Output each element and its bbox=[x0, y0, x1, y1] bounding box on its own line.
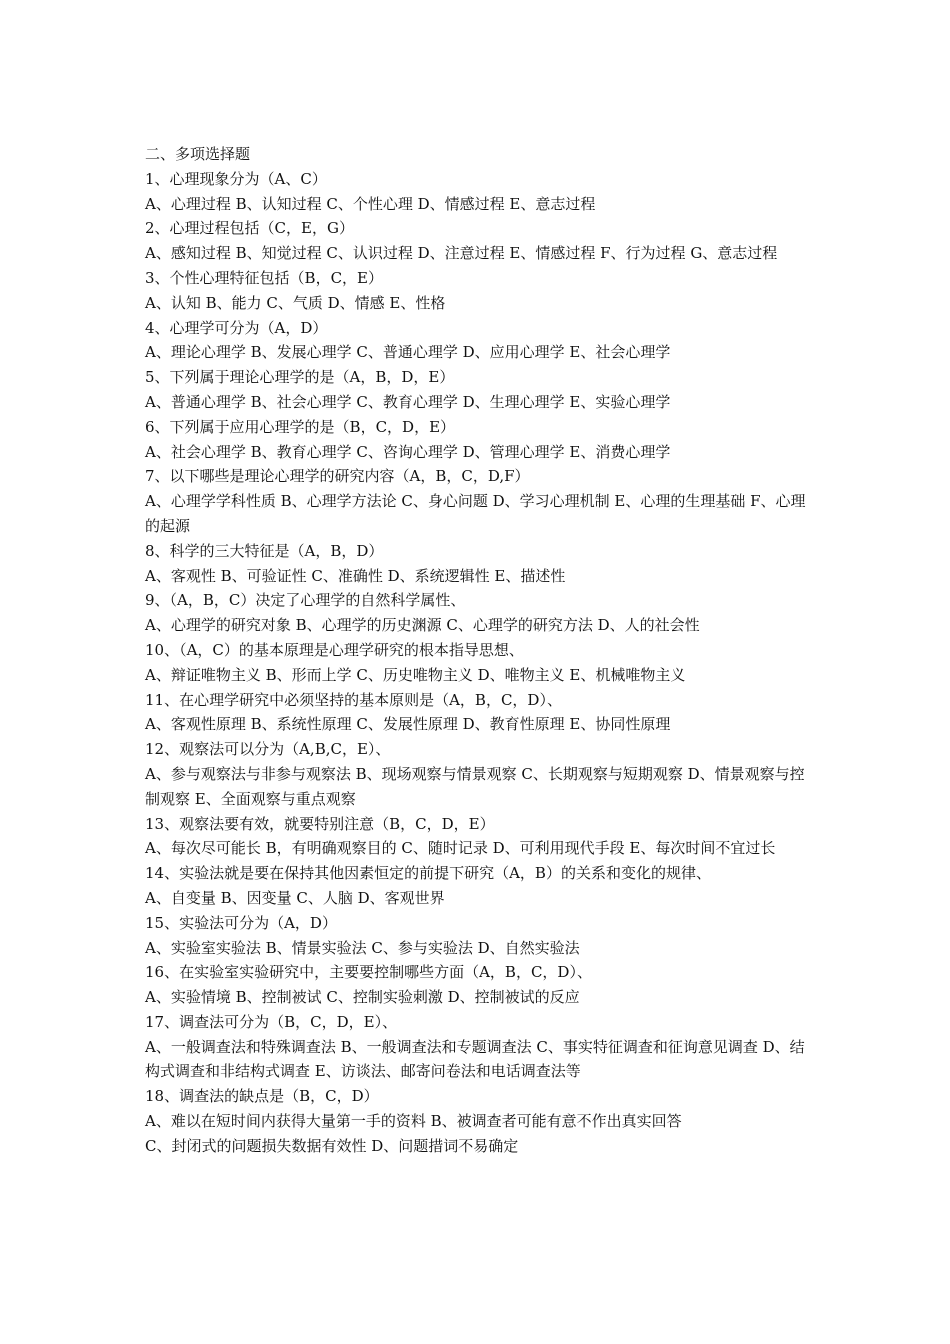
question-stem: 3、个性心理特征包括（B，C，E） bbox=[145, 268, 383, 287]
answer-options: A、实验室实验法 B、情景实验法 C、参与实验法 D、自然实验法 bbox=[145, 938, 580, 957]
question-stem: 11、在心理学研究中必须坚持的基本原则是（A，B，C，D）、 bbox=[145, 690, 562, 709]
answer-options: A、社会心理学 B、教育心理学 C、咨询心理学 D、管理心理学 E、消费心理学 bbox=[145, 442, 671, 461]
answer-options: A、难以在短时间内获得大量第一手的资料 B、被调查者可能有意不作出真实回答 bbox=[145, 1112, 682, 1131]
answer-options: A、辩证唯物主义 B、形而上学 C、历史唯物主义 D、唯物主义 E、机械唯物主义 bbox=[145, 665, 686, 684]
question-stem: 4、心理学可分为（A，D） bbox=[145, 318, 328, 337]
answer-options: A、客观性原理 B、系统性原理 C、发展性原理 D、教育性原理 E、协同性原理 bbox=[145, 715, 671, 734]
answer-options: A、一般调查法和特殊调查法 B、一般调查法和专题调查法 C、事实特征调查和征询意见调查 D、结构式调查和非结构式调查 E、访谈法、邮寄问卷法和电话调查法等 bbox=[145, 1037, 805, 1081]
answer-options: A、认知 B、能力 C、气质 D、情感 E、性格 bbox=[145, 293, 446, 312]
question-stem: 7、以下哪些是理论心理学的研究内容（A，B，C，D,F） bbox=[145, 467, 530, 486]
answer-options: A、心理学的研究对象 B、心理学的历史渊源 C、心理学的研究方法 D、人的社会性 bbox=[145, 616, 700, 635]
answer-options: A、自变量 B、因变量 C、人脑 D、客观世界 bbox=[145, 888, 445, 907]
answer-options: A、参与观察法与非参与观察法 B、现场观察与情景观察 C、长期观察与短期观察 D、情景观察与控制观察 E、全面观察与重点观察 bbox=[145, 764, 805, 808]
document-body bbox=[145, 142, 810, 1159]
answer-options: A、心理过程 B、认知过程 C、个性心理 D、情感过程 E、意志过程 bbox=[145, 194, 596, 213]
question-stem: 8、科学的三大特征是（A，B，D） bbox=[145, 541, 384, 560]
question-stem: 10、（A，C）的基本原理是心理学研究的根本指导思想、 bbox=[145, 640, 524, 659]
question-stem: 9、（A，B，C）决定了心理学的自然科学属性、 bbox=[145, 591, 466, 610]
answer-options: A、心理学学科性质 B、心理学方法论 C、身心问题 D、学习心理机制 E、心理的生理基础 F、心理的起源 bbox=[145, 492, 806, 535]
question-stem: 5、下列属于理论心理学的是（A，B，D，E） bbox=[145, 368, 455, 387]
answer-options: A、实验情境 B、控制被试 C、控制实验刺激 D、控制被试的反应 bbox=[145, 988, 580, 1007]
answer-options: A、普通心理学 B、社会心理学 C、教育心理学 D、生理心理学 E、实验心理学 bbox=[145, 392, 671, 411]
question-stem: 17、调查法可分为（B，C，D，E）、 bbox=[145, 1012, 398, 1031]
section-title: 二、多项选择题 bbox=[145, 145, 251, 163]
answer-options: A、客观性 B、可验证性 C、准确性 D、系统逻辑性 E、描述性 bbox=[145, 566, 566, 585]
question-stem: 2、心理过程包括（C，E，G） bbox=[145, 219, 354, 238]
question-stem: 13、观察法要有效，就要特别注意（B，C，D，E） bbox=[145, 814, 495, 833]
question-list bbox=[145, 167, 810, 1159]
question-stem: 16、在实验室实验研究中，主要要控制哪些方面（A，B，C，D）、 bbox=[145, 963, 592, 982]
answer-options: A、感知过程 B、知觉过程 C、认识过程 D、注意过程 E、情感过程 F、行为过程 G、意志过程 bbox=[145, 244, 778, 263]
question-stem: 1、心理现象分为（A、C） bbox=[145, 169, 327, 188]
question-stem: 15、实验法可分为（A，D） bbox=[145, 913, 337, 932]
question-stem: 6、下列属于应用心理学的是（B，C，D，E） bbox=[145, 417, 456, 436]
answer-options: A、理论心理学 B、发展心理学 C、普通心理学 D、应用心理学 E、社会心理学 bbox=[145, 343, 671, 362]
answer-options: A、每次尽可能长 B，有明确观察目的 C、随时记录 D、可利用现代手段 E、每次时间不宜过长 bbox=[145, 839, 776, 858]
question-stem: 18、调查法的缺点是（B，C，D） bbox=[145, 1087, 379, 1106]
question-stem: 12、观察法可以分为（A,B,C，E）、 bbox=[145, 740, 391, 759]
answer-options: C、封闭式的问题损失数据有效性 D、问题措词不易确定 bbox=[145, 1136, 519, 1155]
question-stem: 14、实验法就是要在保持其他因素恒定的前提下研究（A，B）的关系和变化的规律、 bbox=[145, 864, 711, 883]
